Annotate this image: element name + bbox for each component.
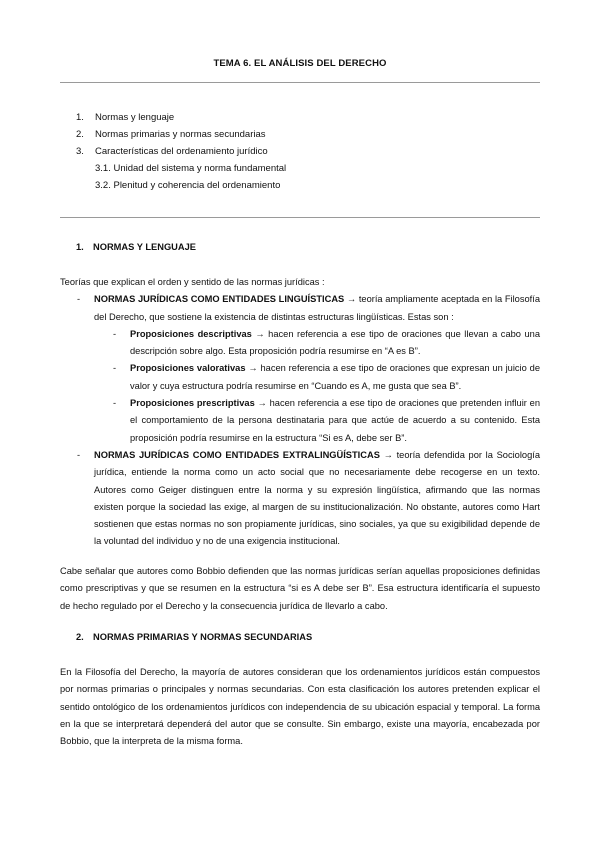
top-divider <box>60 82 540 83</box>
toc-divider <box>60 217 540 218</box>
closing-paragraph: Cabe señalar que autores como Bobbio defienden que las normas jurídicas serían aquellas proposiciones definidas como prescriptivas y que se resumen en la estructura “si es A debe ser B”. Esa estructura identificaría el supuesto de hecho regulado por el Derecho y la consecuencia jurídica de llevarlo a cabo. <box>60 566 540 611</box>
intro-paragraph: Teorías que explican el orden y sentido de las normas jurídicas : <box>60 277 325 287</box>
sub-bullet-item: - Proposiciones valorativas → hacen referencia a ese tipo de oraciones que expresan un juicio de valor y cuya estructura podría resumirse en “Cuando es A, me gusta que sea B”. <box>113 363 540 391</box>
toc-item: 2. Normas primarias y normas secundarias <box>76 129 266 140</box>
toc-subitem: 3.1. Unidad del sistema y norma fundamental <box>95 163 287 174</box>
bullet-item: - NORMAS JURÍDICAS COMO ENTIDADES LINGUÍSTICAS → teoría ampliamente aceptada en la Filosofía del Derecho, que sostiene la existencia de distintas estructuras lingüísticas. Estas son : <box>77 294 540 322</box>
bullet-item: - NORMAS JURÍDICAS COMO ENTIDADES EXTRALINGÜÍSTICAS → teoría defendida por la Sociología jurídica, entiende la norma como un acto social que no necesariamente debe recogerse en un texto. Autores como Geiger distinguen entre la norma y su expresión lingüística, afirmando que las normas existen porque la sociedad las exige, al margen de su institucionalización. No obstante, autores como Hart sostienen que estas normas no son propiamente jurídicas, sino sociales, ya que su exigibilidad depende de la voluntad del individuo y no de una exigencia institucional. <box>77 449 540 547</box>
toc-item: 3. Características del ordenamiento jurídico <box>76 146 268 157</box>
section-heading: 1. NORMAS Y LENGUAJE <box>76 242 196 252</box>
toc-subitem: 3.2. Plenitud y coherencia del ordenamiento <box>95 180 281 191</box>
table-of-contents <box>76 109 286 194</box>
sub-bullet-item: - Proposiciones prescriptivas → hacen referencia a ese tipo de oraciones que pretenden influir en el comportamiento de la persona destinataria para que actúe de acuerdo a su contenido. Esta proposición podría resumirse en la estructura “Si es A, debe ser B”. <box>113 398 540 443</box>
section-2-body: En la Filosofía del Derecho, la mayoría de autores consideran que los ordenamientos jurídicos están compuestos por normas primarias o principales y normas secundarias. Con esta clasificación los autores pretenden explicar el sentido ontológico de los ordenamientos jurídicos con independencia de su ubicación espacial y temporal. La forma en la que se interpretará dependerá del autor que se consulte. Sin embargo, existe una mayoría, encabezada por Bobbio, que la interpreta de la misma forma. <box>60 667 540 747</box>
section-heading: 2. NORMAS PRIMARIAS Y NORMAS SECUNDARIAS <box>76 632 313 642</box>
toc-item: 1. Normas y lenguaje <box>76 112 175 123</box>
bullet-term: NORMAS JURÍDICAS COMO ENTIDADES EXTRALINGÜÍSTICAS <box>94 449 380 460</box>
sub-bullet-item: - Proposiciones descriptivas → hacen referencia a ese tipo de oraciones que llevan a cabo una descripción sobre algo. Esta proposición podría resumirse en “A es B”. <box>113 328 540 357</box>
section-1-body <box>60 274 540 551</box>
bullet-term: NORMAS JURÍDICAS COMO ENTIDADES LINGUÍSTICAS <box>94 294 345 305</box>
document-title: TEMA 6. EL ANÁLISIS DEL DERECHO <box>213 58 387 69</box>
